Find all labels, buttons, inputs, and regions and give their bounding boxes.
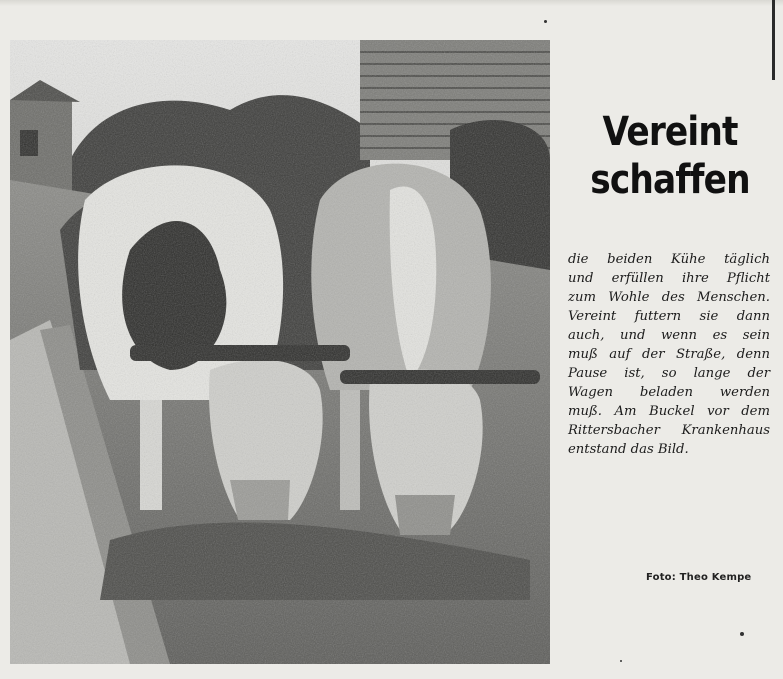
headline bbox=[588, 108, 751, 204]
body-line: die beiden Kühe täglich bbox=[568, 252, 770, 267]
body-line: und erfüllen ihre Pflicht bbox=[568, 271, 770, 286]
page-top-edge bbox=[0, 0, 783, 6]
body-line: Vereint futtern sie dann bbox=[568, 309, 770, 324]
paper-speck bbox=[620, 660, 622, 662]
headline-line-1: Vereint bbox=[602, 109, 738, 155]
body-line: entstand das Bild. bbox=[568, 442, 689, 457]
body-line: muß. Am Buckel vor dem bbox=[568, 404, 770, 419]
photo-image-icon bbox=[10, 40, 550, 664]
news-photo bbox=[10, 40, 550, 664]
paper-speck bbox=[740, 632, 744, 636]
paper-speck bbox=[544, 20, 547, 23]
body-line: zum Wohle des Menschen. bbox=[568, 290, 770, 305]
body-line: auch, und wenn es sein bbox=[568, 328, 770, 343]
article-body bbox=[568, 250, 770, 459]
photo-credit: Foto: Theo Kempe bbox=[646, 572, 752, 583]
headline-line-2: schaffen bbox=[590, 157, 750, 203]
body-line: muß auf der Straße, denn bbox=[568, 347, 770, 362]
body-line: Rittersbacher Krankenhaus bbox=[568, 423, 770, 438]
column-rule bbox=[772, 0, 775, 80]
body-line: Pause ist, so lange der bbox=[568, 366, 770, 381]
body-line: Wagen beladen werden bbox=[568, 385, 770, 400]
